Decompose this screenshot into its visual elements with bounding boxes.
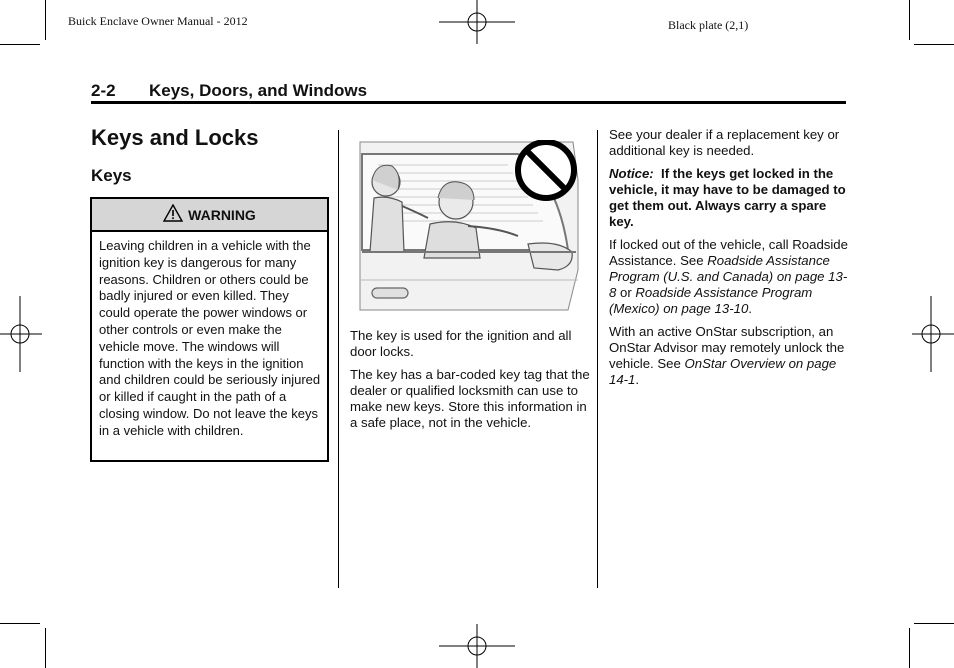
registration-mark-icon [437, 624, 517, 668]
section-number: 2-2 [91, 81, 116, 100]
paragraph [609, 324, 849, 388]
column-2-text [350, 328, 590, 438]
text-run: If locked out of the vehicle, call Roadside Assistance. See [609, 237, 848, 268]
text-run: . [748, 301, 752, 316]
warning-box [90, 197, 329, 462]
page-reference-link[interactable]: OnStar Overview on page 14-1 [609, 356, 837, 387]
subheading: Keys [91, 166, 132, 185]
page-title: Keys and Locks [91, 125, 259, 150]
column-3-text [609, 127, 849, 395]
section-rule [91, 101, 846, 104]
manual-title: Buick Enclave Owner Manual - 2012 [68, 14, 248, 28]
column-divider [597, 130, 598, 588]
notice-text: If the keys get locked in the vehicle, it may have to be damaged to get them out. Always carry a spare key. [609, 166, 846, 229]
paragraph: The key has a bar-coded key tag that the dealer or qualified locksmith can use to make new keys. Store this information in a safe place, not in the vehicle. [350, 367, 590, 430]
warning-text: Leaving children in a vehicle with the ignition key is dangerous for many reasons. Children or others could be badly injured or even killed. They could operate the power windows or other controls or even make the vehicle move. The windows will function with the keys in the ignition and children could be seriously injured or killed if caught in the path of a closing window. Do not leave the keys in a vehicle with children. [99, 238, 321, 438]
crop-mark [909, 0, 910, 40]
registration-mark-icon [437, 0, 517, 44]
registration-mark-icon [910, 296, 954, 372]
crop-mark [914, 44, 954, 45]
warning-triangle-icon [163, 204, 183, 222]
notice-paragraph [609, 166, 849, 230]
crop-mark [914, 623, 954, 624]
plate-label: Black plate (2,1) [668, 18, 749, 32]
text-run: or [616, 285, 636, 300]
children-in-vehicle-illustration [358, 140, 580, 316]
page-reference-link[interactable]: Roadside Assistance Program (Mexico) on page 13-10 [609, 285, 813, 316]
warning-label: WARNING [188, 206, 256, 223]
no-symbol-icon [518, 142, 574, 198]
page-reference-link[interactable]: Roadside Assistance Program (U.S. and Canada) on page 13-8 [609, 253, 848, 300]
text-run: . [635, 372, 640, 387]
notice-label: Notice: [609, 166, 654, 181]
text-run: With an active OnStar subscription, an OnStar Advisor may remotely unlock the vehicle. See [609, 324, 845, 371]
section-header [91, 81, 846, 101]
warning-header [92, 199, 327, 232]
crop-mark [0, 623, 40, 624]
crop-mark [0, 44, 40, 45]
paragraph [609, 237, 849, 317]
crop-mark [45, 0, 46, 40]
section-title: Keys, Doors, and Windows [149, 81, 368, 100]
crop-mark [909, 628, 910, 668]
column-divider [338, 130, 339, 588]
paragraph: The key is used for the ignition and all door locks. [350, 328, 572, 359]
paragraph: See your dealer if a replacement key or additional key is needed. [609, 127, 840, 158]
registration-mark-icon [0, 296, 44, 372]
crop-mark [45, 628, 46, 668]
